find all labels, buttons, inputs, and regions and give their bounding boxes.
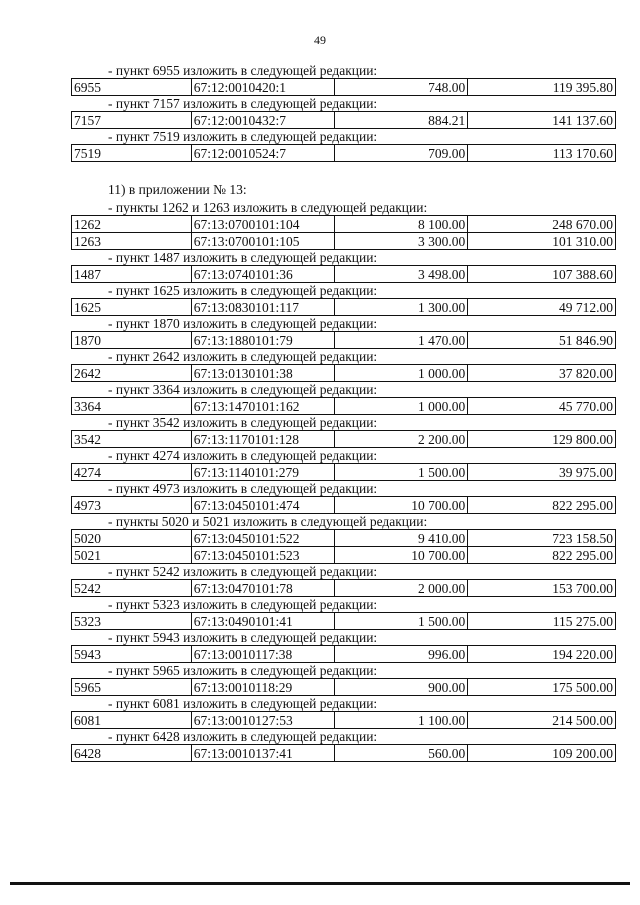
table-row	[71, 265, 616, 283]
cadastral-value-cell: 129 800.00	[468, 431, 616, 447]
area-cell: 2 200.00	[335, 431, 469, 447]
area-cell: 996.00	[335, 646, 469, 662]
amendment-table	[71, 364, 616, 382]
table-row	[71, 678, 616, 696]
table-row	[71, 111, 616, 129]
item-number-cell: 5323	[72, 613, 192, 629]
amendment-table	[71, 215, 616, 250]
cadastral-value-cell: 113 170.60	[468, 145, 616, 161]
item-number-cell: 5020	[72, 530, 192, 546]
area-cell: 10 700.00	[335, 547, 469, 563]
amendment-caption: - пункт 3542 изложить в следующей редакции:	[108, 415, 378, 430]
amendment-caption: - пункт 6955 изложить в следующей редакции:	[108, 63, 378, 78]
page-number: 49	[314, 33, 326, 47]
cadastral-number-cell: 67:13:0010137:41	[192, 745, 335, 761]
cadastral-number-cell: 67:13:0130101:38	[192, 365, 335, 381]
amendment-table	[71, 78, 616, 96]
cadastral-value-cell: 822 295.00	[468, 547, 616, 563]
cadastral-value-cell: 723 158.50	[468, 530, 616, 546]
amendment-caption: - пункт 5943 изложить в следующей редакции:	[108, 630, 378, 645]
cadastral-value-cell: 49 712.00	[468, 299, 616, 315]
item-number-cell: 6955	[72, 79, 192, 95]
area-cell: 709.00	[335, 145, 469, 161]
amendment-caption: - пункт 7157 изложить в следующей редакции:	[108, 96, 378, 111]
cadastral-value-cell: 214 500.00	[468, 712, 616, 728]
item-number-cell: 1487	[72, 266, 192, 282]
cadastral-value-cell: 141 137.60	[468, 112, 616, 128]
table-row	[71, 430, 616, 448]
cadastral-value-cell: 45 770.00	[468, 398, 616, 414]
cadastral-number-cell: 67:13:0470101:78	[192, 580, 335, 596]
amendment-table	[71, 612, 616, 630]
cadastral-value-cell: 248 670.00	[468, 216, 616, 232]
table-row	[71, 496, 616, 514]
cadastral-number-cell: 67:13:0700101:105	[192, 233, 335, 249]
amendment-caption: - пункты 1262 и 1263 изложить в следующей редакции:	[108, 200, 428, 215]
cadastral-number-cell: 67:13:0450101:522	[192, 530, 335, 546]
amendment-caption: - пункт 4973 изложить в следующей редакции:	[108, 481, 378, 496]
cadastral-number-cell: 67:13:0490101:41	[192, 613, 335, 629]
item-number-cell: 7157	[72, 112, 192, 128]
cadastral-value-cell: 175 500.00	[468, 679, 616, 695]
item-number-cell: 1870	[72, 332, 192, 348]
amendment-table	[71, 645, 616, 663]
table-row	[71, 529, 616, 547]
amendment-caption: - пункт 4274 изложить в следующей редакции:	[108, 448, 378, 463]
cadastral-number-cell: 67:12:0010420:1	[192, 79, 335, 95]
amendment-table	[71, 144, 616, 162]
table-row	[71, 215, 616, 233]
cadastral-number-cell: 67:13:1880101:79	[192, 332, 335, 348]
table-row	[71, 463, 616, 481]
item-number-cell: 6081	[72, 712, 192, 728]
amendment-table	[71, 496, 616, 514]
table-row	[71, 298, 616, 316]
table-row	[71, 612, 616, 630]
amendment-caption: - пункт 5242 изложить в следующей редакции:	[108, 564, 378, 579]
table-row	[71, 397, 616, 415]
table-row	[71, 144, 616, 162]
table-row	[71, 331, 616, 349]
area-cell: 3 498.00	[335, 266, 469, 282]
amendment-table	[71, 678, 616, 696]
amendment-caption: - пункт 3364 изложить в следующей редакции:	[108, 382, 378, 397]
item-number-cell: 5021	[72, 547, 192, 563]
table-row	[71, 711, 616, 729]
appendix-heading: 11) в приложении № 13:	[108, 182, 247, 197]
item-number-cell: 3542	[72, 431, 192, 447]
cadastral-number-cell: 67:13:0010127:53	[192, 712, 335, 728]
cadastral-number-cell: 67:13:1470101:162	[192, 398, 335, 414]
cadastral-value-cell: 115 275.00	[468, 613, 616, 629]
amendment-caption: - пункт 6081 изложить в следующей редакции:	[108, 696, 378, 711]
table-row	[71, 78, 616, 96]
amendment-table	[71, 430, 616, 448]
cadastral-number-cell: 67:13:0450101:523	[192, 547, 335, 563]
item-number-cell: 5242	[72, 580, 192, 596]
amendment-table	[71, 265, 616, 283]
item-number-cell: 1262	[72, 216, 192, 232]
area-cell: 1 500.00	[335, 464, 469, 480]
area-cell: 748.00	[335, 79, 469, 95]
cadastral-number-cell: 67:13:1140101:279	[192, 464, 335, 480]
cadastral-number-cell: 67:12:0010432:7	[192, 112, 335, 128]
amendment-caption: - пункт 5965 изложить в следующей редакции:	[108, 663, 378, 678]
area-cell: 10 700.00	[335, 497, 469, 513]
area-cell: 884.21	[335, 112, 469, 128]
amendment-caption: - пункты 5020 и 5021 изложить в следующей редакции:	[108, 514, 428, 529]
cadastral-value-cell: 153 700.00	[468, 580, 616, 596]
cadastral-value-cell: 101 310.00	[468, 233, 616, 249]
amendment-caption: - пункт 1487 изложить в следующей редакции:	[108, 250, 378, 265]
area-cell: 900.00	[335, 679, 469, 695]
cadastral-value-cell: 39 975.00	[468, 464, 616, 480]
amendment-table	[71, 111, 616, 129]
item-number-cell: 4973	[72, 497, 192, 513]
cadastral-value-cell: 822 295.00	[468, 497, 616, 513]
area-cell: 2 000.00	[335, 580, 469, 596]
item-number-cell: 1263	[72, 233, 192, 249]
table-row	[71, 744, 616, 762]
area-cell: 1 300.00	[335, 299, 469, 315]
amendment-table	[71, 331, 616, 349]
item-number-cell: 1625	[72, 299, 192, 315]
area-cell: 1 500.00	[335, 613, 469, 629]
item-number-cell: 6428	[72, 745, 192, 761]
item-number-cell: 3364	[72, 398, 192, 414]
area-cell: 8 100.00	[335, 216, 469, 232]
amendment-caption: - пункт 1870 изложить в следующей редакции:	[108, 316, 378, 331]
area-cell: 1 100.00	[335, 712, 469, 728]
cadastral-number-cell: 67:13:0010117:38	[192, 646, 335, 662]
cadastral-number-cell: 67:13:0450101:474	[192, 497, 335, 513]
amendment-table	[71, 579, 616, 597]
area-cell: 1 000.00	[335, 365, 469, 381]
amendment-caption: - пункт 5323 изложить в следующей редакции:	[108, 597, 378, 612]
amendment-caption: - пункт 2642 изложить в следующей редакции:	[108, 349, 378, 364]
item-number-cell: 7519	[72, 145, 192, 161]
cadastral-value-cell: 51 846.90	[468, 332, 616, 348]
item-number-cell: 5943	[72, 646, 192, 662]
footer-divider	[10, 882, 630, 885]
amendment-caption: - пункт 6428 изложить в следующей редакции:	[108, 729, 378, 744]
amendment-table	[71, 397, 616, 415]
item-number-cell: 4274	[72, 464, 192, 480]
cadastral-number-cell: 67:13:1170101:128	[192, 431, 335, 447]
table-row	[71, 645, 616, 663]
amendment-table	[71, 711, 616, 729]
area-cell: 3 300.00	[335, 233, 469, 249]
table-row	[71, 233, 616, 250]
amendments-list	[71, 63, 616, 762]
amendment-table	[71, 744, 616, 762]
table-row	[71, 547, 616, 564]
item-number-cell: 2642	[72, 365, 192, 381]
cadastral-value-cell: 107 388.60	[468, 266, 616, 282]
amendment-caption: - пункт 7519 изложить в следующей редакции:	[108, 129, 378, 144]
area-cell: 560.00	[335, 745, 469, 761]
amendment-caption: - пункт 1625 изложить в следующей редакции:	[108, 283, 378, 298]
cadastral-number-cell: 67:13:0010118:29	[192, 679, 335, 695]
item-number-cell: 5965	[72, 679, 192, 695]
cadastral-number-cell: 67:13:0700101:104	[192, 216, 335, 232]
cadastral-number-cell: 67:12:0010524:7	[192, 145, 335, 161]
area-cell: 9 410.00	[335, 530, 469, 546]
cadastral-value-cell: 194 220.00	[468, 646, 616, 662]
cadastral-number-cell: 67:13:0830101:117	[192, 299, 335, 315]
cadastral-number-cell: 67:13:0740101:36	[192, 266, 335, 282]
cadastral-value-cell: 109 200.00	[468, 745, 616, 761]
area-cell: 1 000.00	[335, 398, 469, 414]
table-row	[71, 364, 616, 382]
amendment-table	[71, 298, 616, 316]
table-row	[71, 579, 616, 597]
amendment-table	[71, 463, 616, 481]
cadastral-value-cell: 37 820.00	[468, 365, 616, 381]
cadastral-value-cell: 119 395.80	[468, 79, 616, 95]
amendment-table	[71, 529, 616, 564]
area-cell: 1 470.00	[335, 332, 469, 348]
